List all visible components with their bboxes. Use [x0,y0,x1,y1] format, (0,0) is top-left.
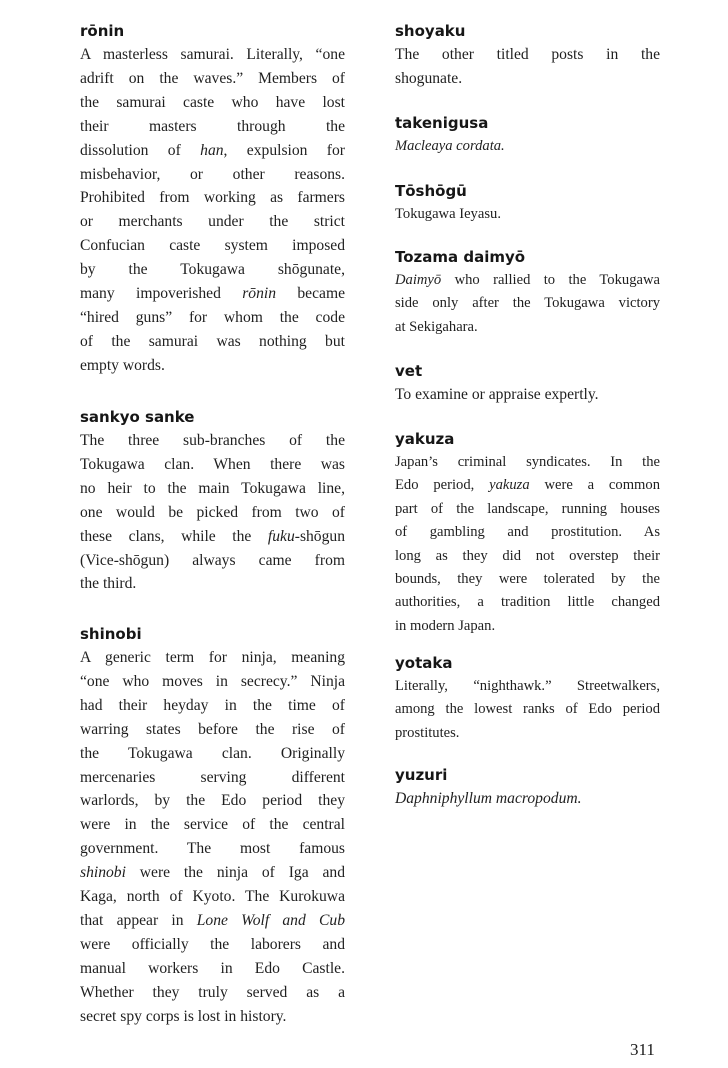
glossary-entry-shoyaku [395,22,660,91]
glossary-entry-yotaka [395,654,660,745]
definition-text: manual workers in Edo Castle. [80,959,345,977]
definition-line [395,43,660,67]
definition-text: bounds, they were tolerated by the [395,571,660,588]
definition-line [395,474,660,497]
definition-text: Tokugawa clan. When there was [80,455,345,473]
definition-line [80,766,345,790]
glossary-entry-toshogu [395,182,660,226]
definition-line [80,477,345,501]
definition-text: part of the landscape, running houses [395,500,660,517]
definition-line [80,282,345,306]
definition-line [395,615,660,638]
definition-line [395,203,660,226]
definition-text: no heir to the main Tokugawa line, [80,479,345,497]
definition-text: the samurai caste who have lost [80,93,345,111]
entry-term: yuzuri [395,766,448,784]
definition-text: one would be picked from two of [80,503,345,521]
glossary-entry-shinobi [80,625,345,1029]
definition-text: were in the service of the central [80,816,345,834]
entry-definition [395,675,660,745]
entry-definition [395,203,660,226]
definition-line [80,1005,345,1029]
entry-term: yotaka [395,654,453,672]
definition-text: in modern Japan. [395,617,496,634]
italic-term: fuku [267,527,295,545]
definition-text: dissolution of [80,141,201,159]
definition-line [80,258,345,282]
entry-term: shoyaku [395,22,466,40]
entry-term: Tōshōgū [395,182,467,200]
definition-line [395,269,660,292]
definition-line [80,453,345,477]
italic-term: yakuza [489,477,530,494]
definition-text: the third. [80,575,137,593]
definition-line [80,91,345,115]
definition-line [80,429,345,453]
definition-line [395,451,660,474]
definition-text: long as they did not overstep their [395,547,660,564]
definition-text: adrift on the waves.” Members of [80,69,345,87]
definition-line [80,139,345,163]
glossary-entry-yuzuri [395,766,660,811]
definition-text: among the lowest ranks of Edo period [395,701,660,718]
definition-line [395,591,660,614]
definition-text: these clans, while the [80,527,268,545]
glossary-entry-vet [395,362,660,407]
definition-line [80,646,345,670]
definition-line [395,521,660,544]
definition-text: (Vice-shōgun) always came from [80,551,345,569]
definition-line [80,306,345,330]
definition-text: authorities, a tradition little changed [395,594,660,611]
entry-definition [80,43,345,378]
italic-term: shinobi [80,864,126,882]
definition-text: The three sub-branches of the [80,432,345,449]
definition-line [80,789,345,813]
italic-term: han [200,141,224,159]
definition-line [395,675,660,698]
definition-text: by the Tokugawa shōgunate, [80,261,345,279]
entry-definition [395,43,660,91]
definition-line [80,742,345,766]
entry-definition [80,429,345,596]
entry-definition [395,269,660,339]
definition-text: the Tokugawa clan. Originally [80,744,345,762]
entry-definition [395,383,660,407]
definition-text: their masters through the [80,117,345,135]
definition-text: who rallied to the Tokugawa [441,272,660,288]
definition-text: , expulsion for [223,141,345,159]
definition-line [80,909,345,933]
definition-text: that appear in [80,911,197,929]
definition-text: Tokugawa Ieyasu. [395,206,501,222]
glossary-entry-sankyo-sanke [80,408,345,596]
entry-term: takenigusa [395,114,489,132]
definition-line [395,135,660,158]
definition-line [80,933,345,957]
definition-line [395,292,660,315]
definition-text: warring states before the rise of [80,720,345,738]
definition-line [80,861,345,885]
glossary-entry-ronin [80,22,345,378]
entry-term: shinobi [80,625,142,643]
definition-line [80,43,345,67]
definition-line [80,670,345,694]
definition-line [395,316,660,339]
definition-text: A generic term for ninja, meaning [80,649,345,666]
definition-text: Confucian caste system imposed [80,237,345,255]
entry-definition [395,451,660,638]
definition-line [80,885,345,909]
definition-line [80,981,345,1005]
definition-line [80,67,345,91]
page-number: 311 [630,1040,655,1059]
definition-text: A masterless samurai. Literally, “one [80,46,345,63]
definition-line [80,718,345,742]
definition-text: prostitutes. [395,724,460,741]
definition-line [80,501,345,525]
italic-term: Daphniphyllum macropodum. [395,790,582,807]
definition-text: “one who moves in secrecy.” Ninja [80,672,345,690]
entry-term: yakuza [395,430,455,448]
definition-text: empty words. [80,356,165,374]
definition-line [395,722,660,745]
definition-text: were a common [529,477,660,494]
definition-text: misbehavior, or other reasons. [80,165,345,183]
definition-line [395,383,660,407]
definition-text: Edo period, [395,477,490,494]
entry-definition [395,135,660,158]
glossary-entry-yakuza [395,430,660,638]
definition-text: of the samurai was nothing but [80,332,345,350]
definition-line [80,330,345,354]
definition-line [395,545,660,568]
definition-line [80,525,345,549]
definition-text: To examine or appraise expertly. [395,386,599,403]
definition-text: or merchants under the strict [80,213,345,231]
definition-line [395,498,660,521]
definition-line [80,163,345,187]
definition-text: secret spy corps is lost in history. [80,1007,287,1025]
definition-text: The other titled posts in the [395,46,660,63]
definition-line [80,694,345,718]
definition-text: at Sekigahara. [395,318,478,335]
definition-text: side only after the Tokugawa victory [395,295,660,312]
entry-term: sankyo sanke [80,408,195,426]
definition-line [80,115,345,139]
definition-text: shogunate. [395,69,463,87]
definition-line [395,568,660,591]
definition-text: became [276,285,345,303]
glossary-entry-takenigusa [395,114,660,158]
definition-line [80,572,345,596]
definition-text: Kaga, north of Kyoto. The Kurokuwa [80,888,345,906]
entry-definition [395,787,660,811]
definition-text: -shōgun [294,527,345,545]
definition-text: “hired guns” for whom the code [80,308,345,326]
glossary-entry-tozama-daimyo [395,248,660,339]
entry-definition [80,646,345,1029]
definition-line [80,813,345,837]
definition-line [395,787,660,811]
italic-term: Macleaya cordata. [395,138,505,154]
definition-text: Literally, “nighthawk.” Streetwalkers, [395,678,660,694]
entry-term: Tozama daimyō [395,248,526,266]
definition-text: many impoverished [80,285,243,303]
definition-line [80,837,345,861]
definition-line [80,186,345,210]
entry-term: rōnin [80,22,125,40]
definition-line [395,698,660,721]
definition-text: Japan’s criminal syndicates. In the [395,454,660,470]
definition-text: Prohibited from working as farmers [80,189,345,207]
definition-text: had their heyday in the time of [80,696,345,714]
italic-term: Lone Wolf and Cub [196,911,345,929]
definition-text: mercenaries serving different [80,768,345,786]
definition-line [80,354,345,378]
definition-text: of gambling and prostitution. As [395,524,660,541]
italic-term: Daimyō [395,272,442,288]
definition-line [395,67,660,91]
definition-line [80,549,345,573]
definition-text: warlords, by the Edo period they [80,792,345,810]
italic-term: rōnin [242,285,277,303]
definition-text: were officially the laborers and [80,935,345,953]
definition-line [80,210,345,234]
definition-line [80,957,345,981]
definition-text: government. The most famous [80,840,345,858]
entry-term: vet [395,362,423,380]
definition-text: were the ninja of Iga and [125,864,345,882]
definition-line [80,234,345,258]
definition-text: Whether they truly served as a [80,983,345,1001]
